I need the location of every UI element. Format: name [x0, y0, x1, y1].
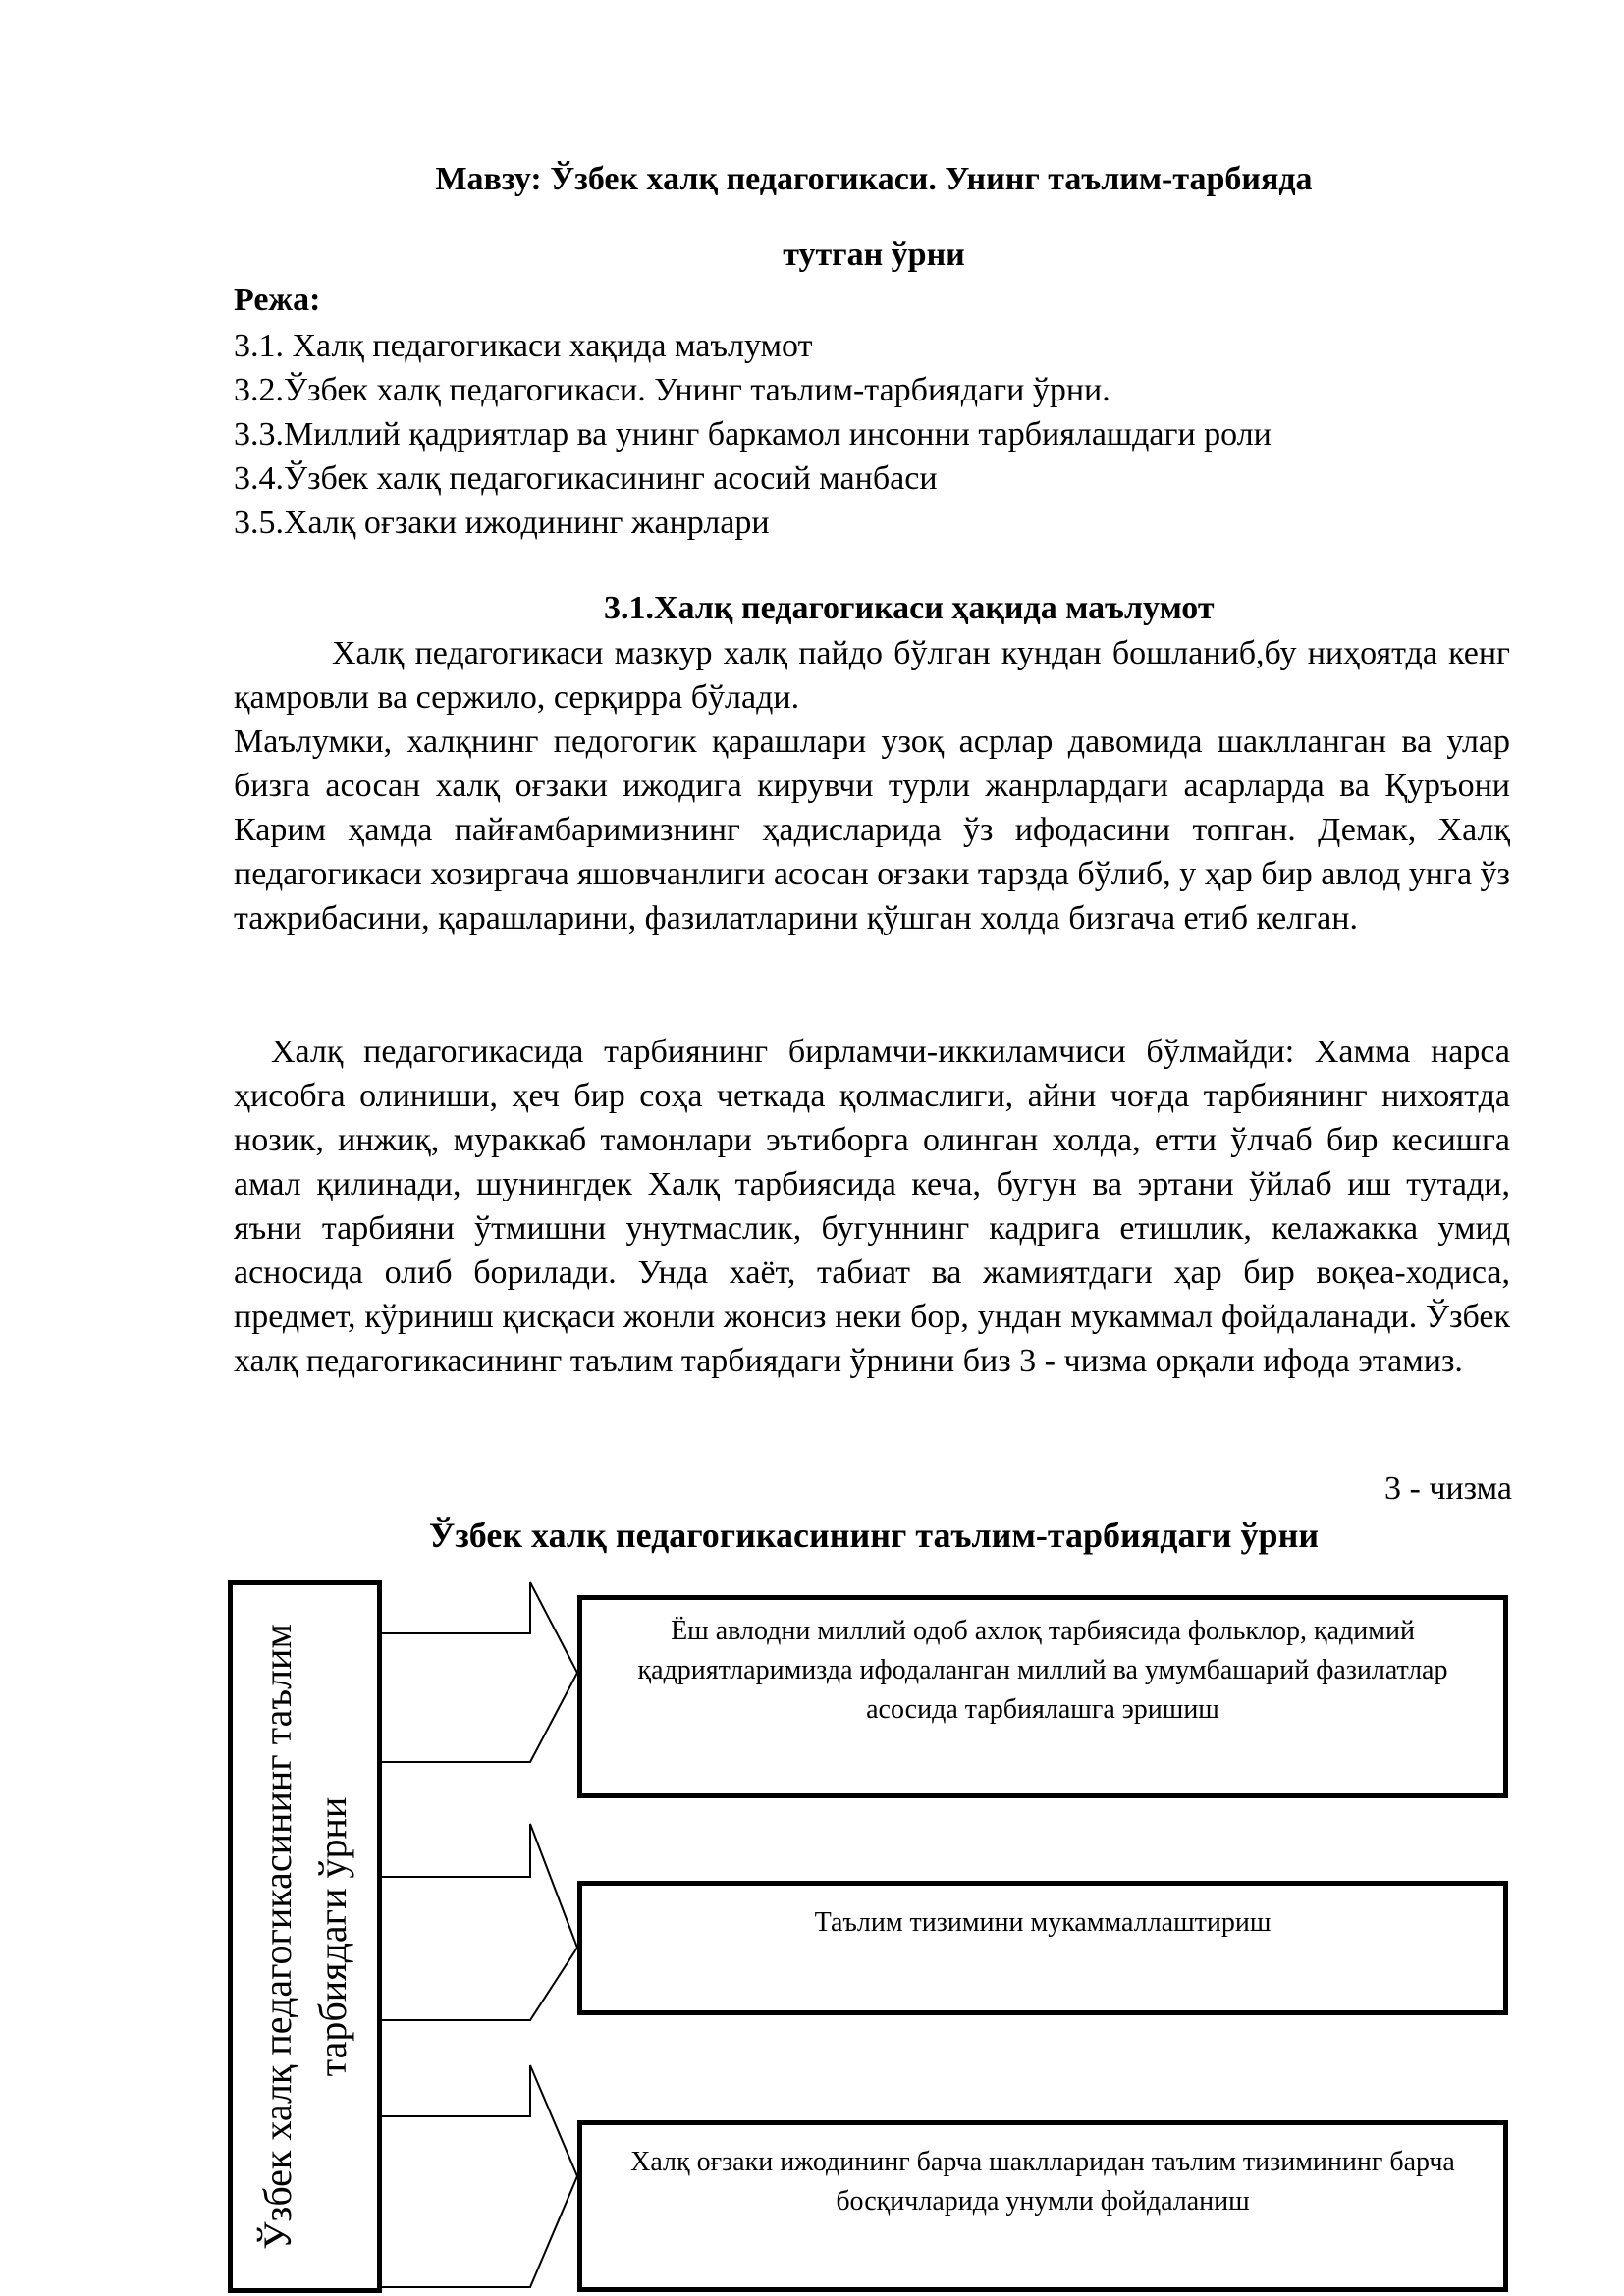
figure-number: 3 - чизма	[1384, 1470, 1512, 1507]
vertical-label-box	[228, 1580, 382, 2293]
plan-item: 3.2.Ўзбек халқ педагогикаси. Унинг таълим-тарбиядаги ўрни.	[234, 372, 1110, 408]
document-title-line2: тутган ўрни	[783, 237, 965, 273]
arrow-shape-2	[382, 1824, 577, 2020]
arrow-shape-1	[382, 1582, 577, 1762]
plan-heading: Режа:	[234, 282, 321, 318]
paragraph-2: Маълумки, халқнинг педогогик қарашлари узоқ асрлар давомида шаклланган ва улар бизга асосан халқ оғзаки ижодига кирувчи турли жанрлардаги асарларда ва Қуръони Карим ҳамда пайғамбаримизнинг ҳадисларида ўз ифодасини топган. Демак, Халқ педагогикаси хозиргача яшовчанлиги асосан оғзаки тарзда бўлиб, у ҳар бир авлод унга ўз тажрибасини, қарашларини, фазилатларини қўшган холда бизгача етиб келган.	[234, 723, 1510, 936]
goal-box-1: Ёш авлодни миллий одоб ахлоқ тарбиясида фольклор, қадимий қадриятларимизда ифодаланган миллий ва умумбашарий фазилатлар асосида тарбиялашга эришиш	[577, 1595, 1508, 1798]
plan-item: 3.3.Миллий қадриятлар ва унинг баркамол инсонни тарбиялашдаги роли	[234, 416, 1272, 453]
paragraph-3: Халқ педагогикасида тарбиянинг бирламчи-иккиламчиси бўлмайди: Хамма нарса ҳисобга олиниши, ҳеч бир соҳа четкада қолмаслиги, айни чоғда тарбиянинг нихоятда нозик, инжиқ, мураккаб тамонлари эътиборга олинган холда, етти ўлчаб бир кесишга амал қилинади, шунингдек Халқ тарбиясида кеча, бугун ва эртани ўйлаб иш тутади, яъни тарбияни ўтмишни унутмаслик, бугуннинг кадрига етишлик, келажакка умид асносида олиб борилади. Унда хаёт, табиат ва жамиятдаги ҳар бир воқеа-ходиса, предмет, кўриниш қисқаси жонли жонсиз неки бор, ундан мукаммал фойдаланади. Ўзбек халқ педагогикасининг таълим тарбиядаги ўрнини биз 3 - чизма орқали ифода этамиз.	[234, 1034, 1510, 1379]
paragraph-1: Халқ педагогикаси мазкур халқ пайдо бўлган кундан бошланиб,бу ниҳоятда кенг қамровли ва сержило, серқирра бўлади.	[234, 635, 1510, 716]
plan-item: 3.4.Ўзбек халқ педагогикасининг асосий манбаси	[234, 460, 938, 497]
goal-box-3: Халқ оғзаки ижодининг барча шаклларидан таълим тизимининг барча босқичларида унумли фойдаланиш	[577, 2120, 1508, 2292]
section-title: 3.1.Халқ педагогикаси ҳақида маълумот	[604, 590, 1215, 626]
plan-item: 3.5.Халқ оғзаки ижодининг жанрлари	[234, 505, 770, 541]
arrow-shape-3	[382, 2065, 577, 2287]
vertical-label: Ўзбек халқ педагогикасининг таълим тарбиядаги ўрни	[254, 1624, 354, 2250]
plan-item: 3.1. Халқ педагогикаси хақида маълумот	[234, 328, 813, 364]
goal-box-2: Таълим тизимини мукаммаллаштириш	[577, 1881, 1508, 2015]
document-title-line1: Мавзу: Ўзбек халқ педагогикаси. Унинг таълим-тарбияда	[435, 161, 1313, 197]
figure-title: Ўзбек халқ педагогикасининг таълим-тарбиядаги ўрни	[428, 1516, 1320, 1555]
